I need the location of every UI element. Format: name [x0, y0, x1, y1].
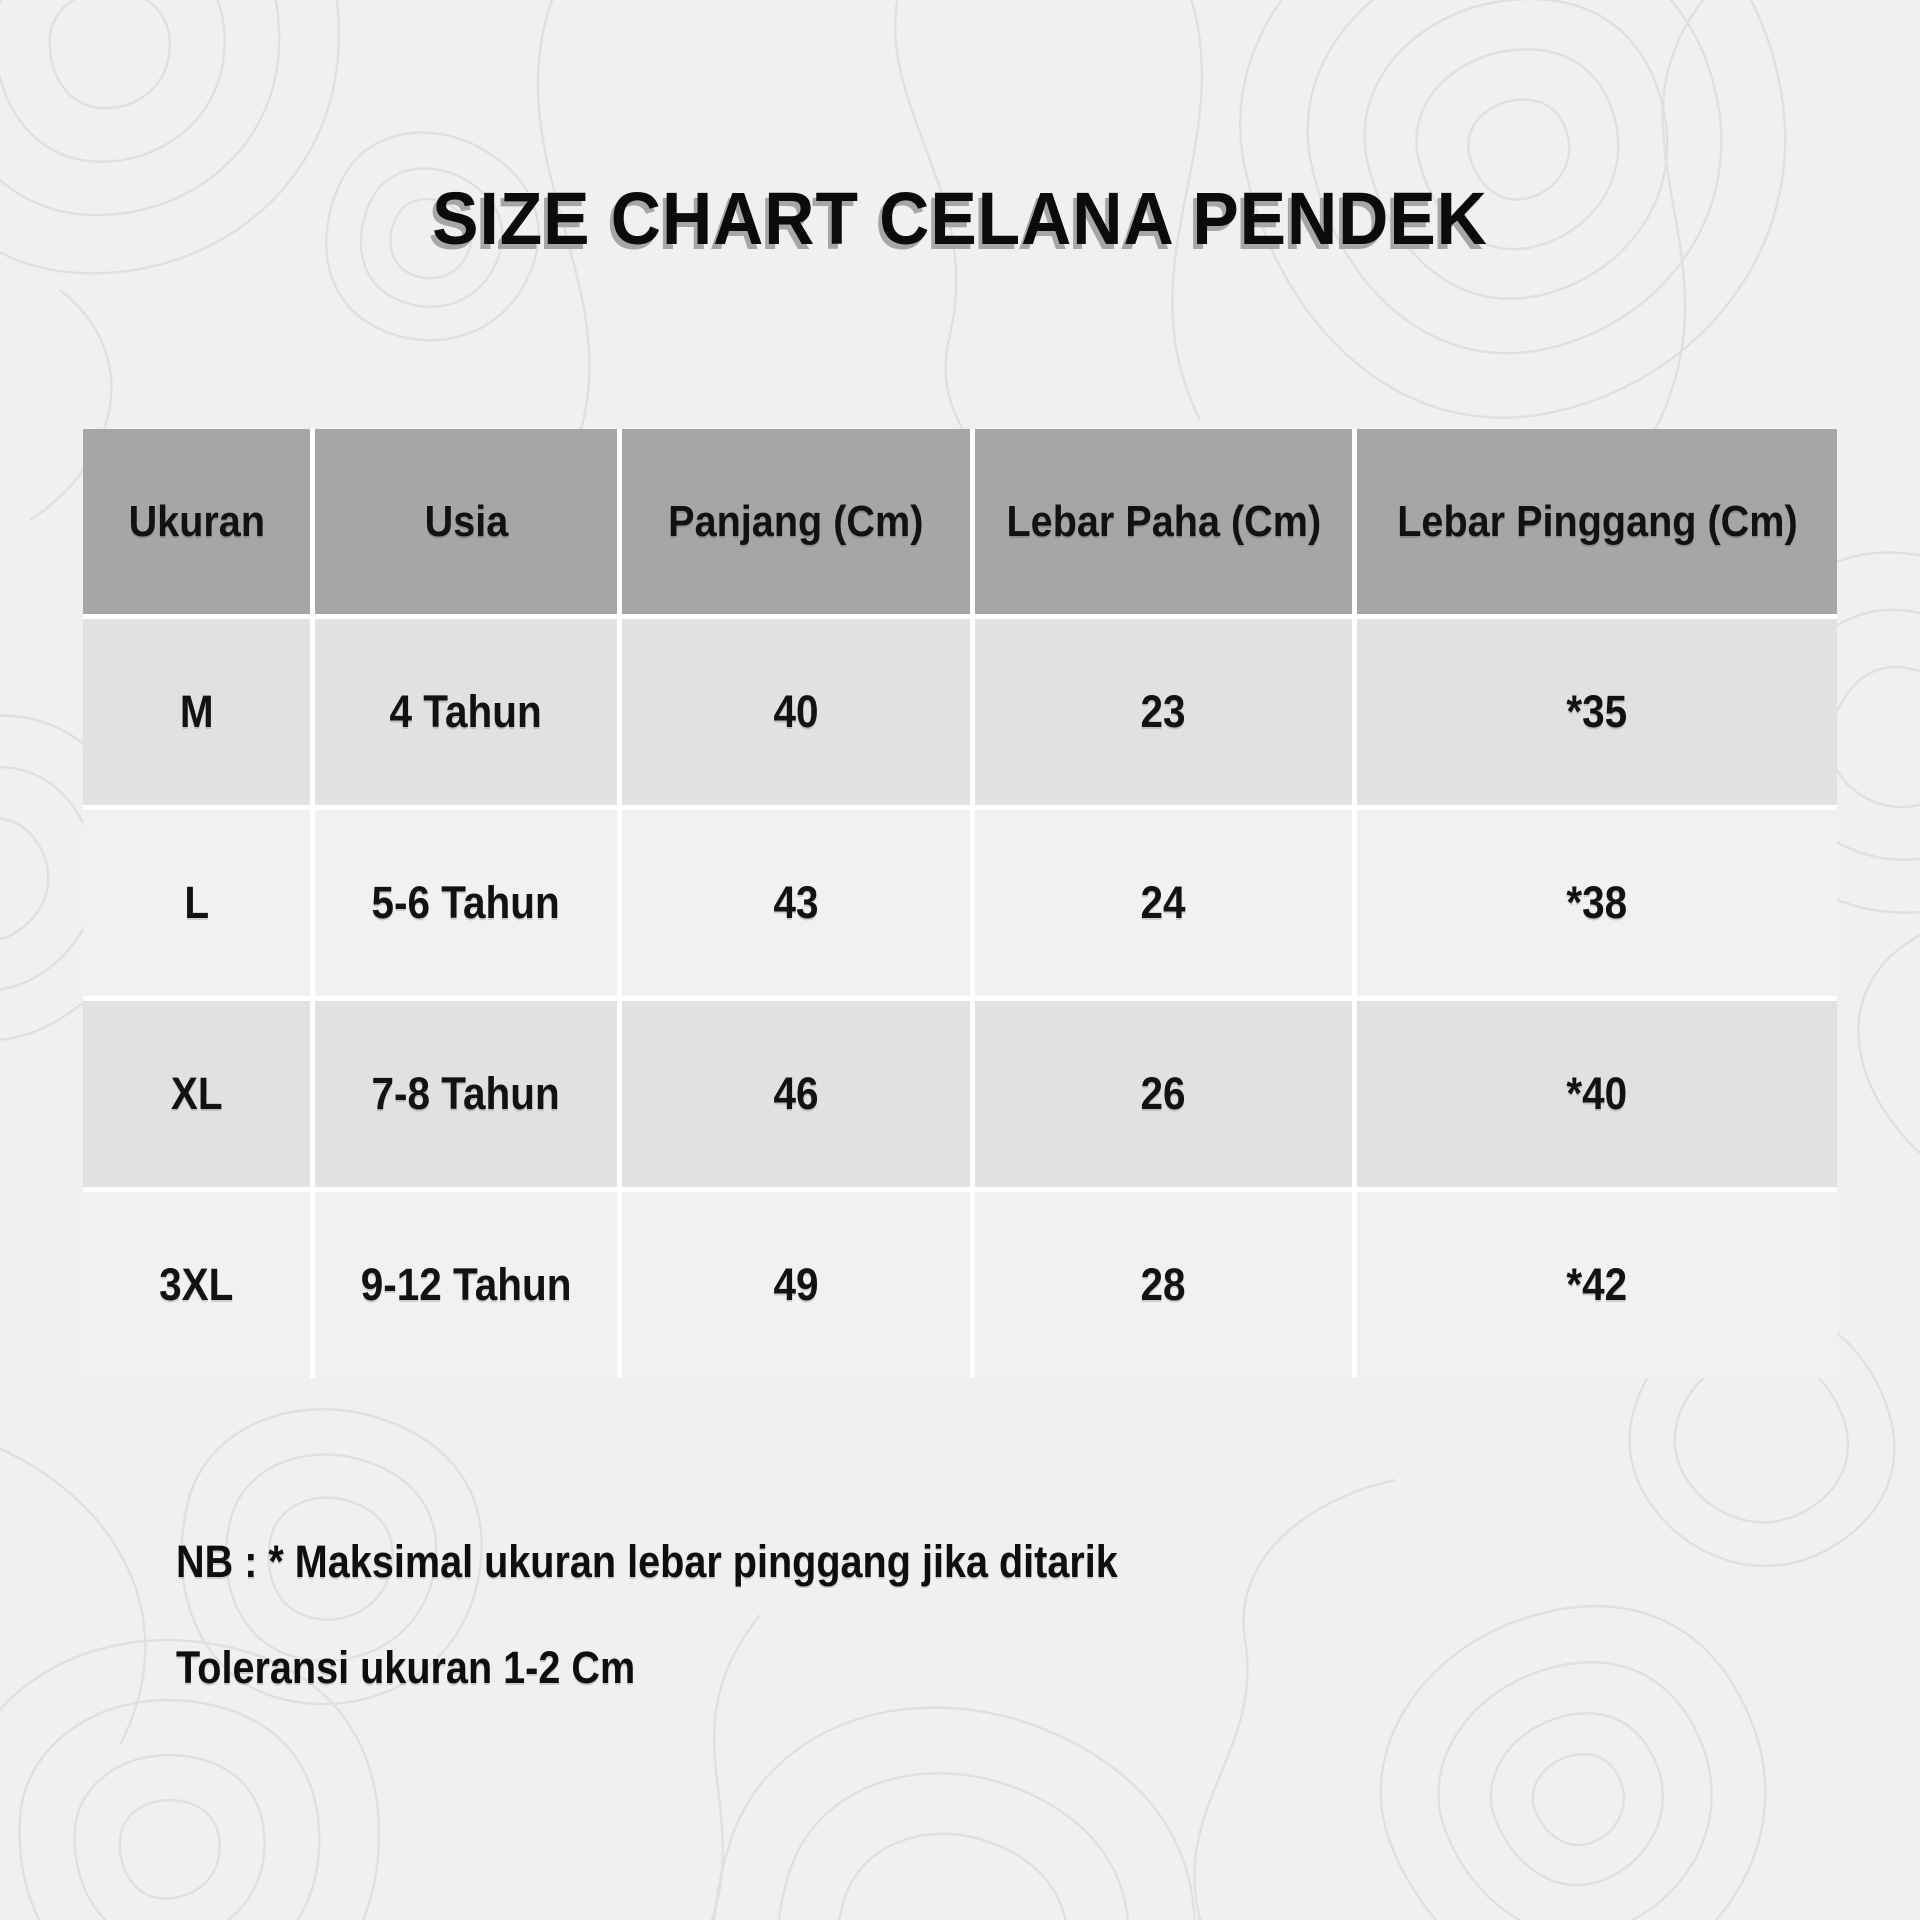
- cell-value: 3XL: [159, 1259, 234, 1310]
- page-title: SIZE CHART CELANA PENDEK: [432, 176, 1488, 260]
- cell-waist-xl: [1357, 1001, 1837, 1187]
- cell-value: 43: [773, 877, 819, 928]
- cell-size-l: [83, 810, 310, 996]
- cell-waist-l: [1357, 810, 1837, 996]
- column-header-label: Panjang (Cm): [668, 496, 924, 546]
- cell-value: 9-12 Tahun: [360, 1259, 572, 1310]
- footnote-max-waist: NB : * Maksimal ukuran lebar pinggang jika ditarik: [176, 1536, 1118, 1587]
- cell-length-3xl: [622, 1192, 970, 1378]
- cell-value: XL: [170, 1068, 223, 1119]
- column-header-panjang: [622, 429, 970, 614]
- column-header-lebar-pinggang: [1357, 429, 1837, 614]
- cell-value: 46: [773, 1068, 819, 1119]
- cell-length-xl: [622, 1001, 970, 1187]
- cell-value: 28: [1140, 1259, 1187, 1310]
- cell-age-xl: [315, 1001, 617, 1187]
- cell-value: 4 Tahun: [389, 686, 543, 737]
- size-table: [83, 429, 1837, 1378]
- cell-value: *40: [1566, 1068, 1628, 1119]
- column-header-label: Lebar Paha (Cm): [1006, 496, 1321, 546]
- column-header-label: Usia: [424, 496, 508, 546]
- cell-length-m: [622, 619, 970, 805]
- cell-size-3xl: [83, 1192, 310, 1378]
- cell-value: 26: [1140, 1068, 1187, 1119]
- cell-thigh-xl: [975, 1001, 1352, 1187]
- cell-waist-3xl: [1357, 1192, 1837, 1378]
- column-header-usia: [315, 429, 617, 614]
- cell-value: L: [184, 877, 209, 928]
- cell-size-m: [83, 619, 310, 805]
- cell-value: 7-8 Tahun: [371, 1068, 561, 1119]
- column-header-ukuran: [83, 429, 310, 614]
- cell-age-l: [315, 810, 617, 996]
- cell-value: 49: [773, 1259, 819, 1310]
- cell-length-l: [622, 810, 970, 996]
- cell-age-3xl: [315, 1192, 617, 1378]
- cell-value: 24: [1140, 877, 1187, 928]
- cell-waist-m: [1357, 619, 1837, 805]
- cell-thigh-m: [975, 619, 1352, 805]
- cell-value: 5-6 Tahun: [371, 877, 561, 928]
- cell-value: *35: [1566, 686, 1628, 737]
- cell-value: *42: [1566, 1259, 1628, 1310]
- cell-value: *38: [1566, 877, 1628, 928]
- cell-age-m: [315, 619, 617, 805]
- cell-thigh-l: [975, 810, 1352, 996]
- cell-value: 23: [1140, 686, 1187, 737]
- cell-thigh-3xl: [975, 1192, 1352, 1378]
- column-header-lebar-paha: [975, 429, 1352, 614]
- column-header-label: Lebar Pinggang (Cm): [1396, 496, 1798, 546]
- cell-size-xl: [83, 1001, 310, 1187]
- footnote-tolerance: Toleransi ukuran 1-2 Cm: [176, 1642, 636, 1693]
- cell-value: M: [179, 686, 214, 737]
- column-header-label: Ukuran: [128, 496, 265, 546]
- cell-value: 40: [773, 686, 819, 737]
